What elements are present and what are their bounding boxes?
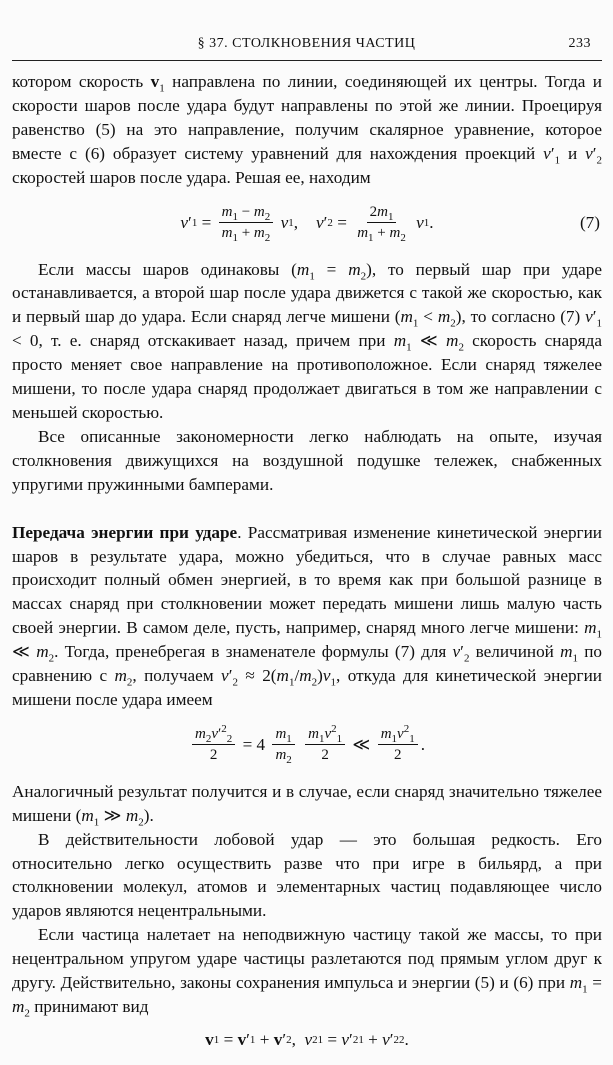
conservation-formula: v 1 = v ′ 1 + v ′ 2 , v 2 1 = v ′ 2 1 + v ′ 2 2 . <box>205 1029 409 1049</box>
header-rule <box>12 60 602 61</box>
paragraph-2: Если массы шаров одинаковы $(m_1 = m_2)$, то первый шар при ударе останавливается, а второй шар после удара движется с такой же скоростью, как и первый шар до удара. Если снаряд легче мишени $(m_1 < m_2)$, то согласно (7) $v'_1 < 0$, т. е. снаряд отскакивает назад, причем при $m_1$ ≪ $m_2$ скорость снаряда просто меняет свое направление на противоположное. Если снаряд тяжелее мишени, то после удара снаряд продолжает двигаться в том же направлении с меньшей скоростью. <box>12 259 602 422</box>
equation-7: v ′ 1 = $\frac{m_1 - m_2}{m_1 + m_2}$ v 1 , v ′ 2 = $\frac{2m_1}{m_1 + m_2}$ v 1 . (7) <box>180 204 600 245</box>
page-number: 233 <box>568 36 591 51</box>
energy-formula: $\frac{m_2v'^2_2}{2}$ = 4 $\frac{m_1}{m_2}$ $\frac{m_1v^2_1}{2}$ ≪ $\frac{m_1v^2_1}{2}$ . <box>12 718 602 772</box>
paragraph-1: котором скорость $v_1$ направлена по линии, соединяющей их центры. Тогда и скорости шаров после удара будут направлены по этой же линии. Проецируя равенство (5) на это направление, получим скалярное уравнение, которое вместе с (6) образует систему уравнений для нахождения проекций $v'_1$ и $v'_2$ скоростей шаров после удара. Решая ее, находим <box>12 72 603 187</box>
running-header <box>0 36 613 56</box>
paragraph-4: Передача энергии при ударе. Рассматривая изменение кинетической энергии шаров в результате удара, можно убедиться, что в случае равных масс происходит полный обмен энергией, в то время как при большой разнице в массах снаряд при столкновении может передать мишени лишь малую часть своей энергии. В самом деле, пусть, например, снаряд много легче мишени: $m_1$ ≪ $m_2$. Тогда, пренебрегая в знаменателе формулы (7) для $v'_2$ величиной $m_1$ по сравнению с $m_2$, получаем $v'_2 \approx 2(m_1/m_2)v_1$, откуда для кинетической энергии мишени после удара имеем <box>12 522 603 709</box>
section-title: § 37. СТОЛКНОВЕНИЯ ЧАСТИЦ <box>197 36 416 51</box>
paragraph-7: Если частица налетает на неподвижную частицу такой же массы, то при нецентральном упругом ударе частицы разлетаются под прямым углом друг к другу. Действительно, законы сохранения импульса и энергии (5) и (6) при $m_1 = m_2$ принимают вид <box>12 925 602 1020</box>
paragraph-3: Все описанные закономерности легко наблюдать на опыте, изучая столкновения движущихся на воздушной подушке тележек, снабженных упругими пружинными бамперами. <box>12 426 602 494</box>
page-body <box>12 70 602 1065</box>
paragraph-6: В действительности лобовой удар — это большая редкость. Его относительно легко осуществить разве что при игре в бильярд, а при столкновении молекул, атомов и элементарных частиц подавляющее число ударов являются нецентральными. <box>12 829 602 921</box>
equation-label: (7) <box>579 212 600 232</box>
section-heading: Передача энергии при ударе <box>12 522 238 542</box>
paragraph-5: Аналогичный результат получится и в случае, если снаряд значительно тяжелее мишени ($m_1$ ≫ $m_2$). <box>12 781 602 829</box>
